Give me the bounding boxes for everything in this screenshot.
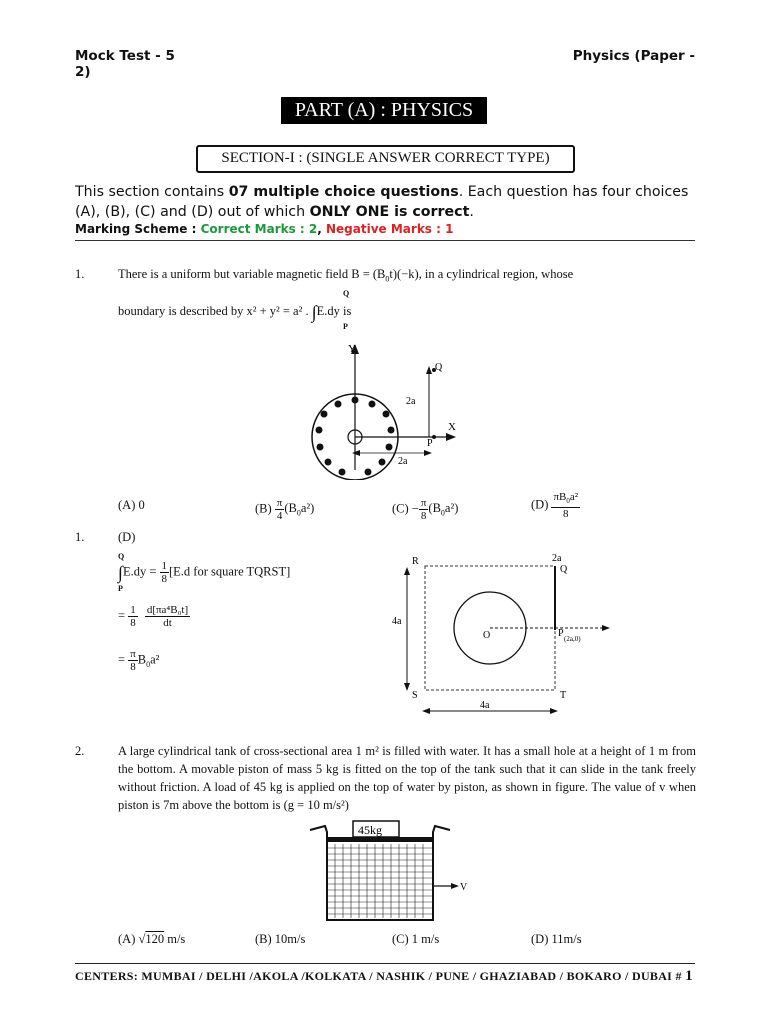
q1-fig-y: Y (348, 343, 356, 355)
q2-fig-v: V (460, 882, 468, 893)
q1-option-d[interactable]: (D) $\frac{\pi B_0a^2}{8}$ (531, 491, 579, 521)
q2-tank-figure (305, 818, 475, 926)
q1-fig-dim1: 2a (406, 396, 416, 407)
sol1-fig-s: S (412, 690, 418, 701)
header-right: Physics (Paper - (572, 48, 695, 64)
q1-option-a[interactable]: (A) 0 (118, 498, 145, 512)
q1-text-line2: boundary is described by x² + y² = a² . ∫E.dy is (118, 302, 352, 323)
sol1-fig-psub: (2a,0) (564, 635, 581, 643)
q1-integral-lower: P (343, 322, 348, 331)
q2-text: A large cylindrical tank of cross-sectional area 1 m² is filled with water. It has a small hole at a height of 1 m from the bottom. A movable piston of mass 5 kg is fitted on the top of the tank such that it can slide in the tank freely without friction. A load of 45 kg is applied on the top of water by piston, as shown in figure. The value of v when piston is 7m above the bottom is (g = 10 m/s²) (118, 744, 696, 812)
header-right-cont: 2) (75, 64, 91, 80)
marking-scheme: Marking Scheme : Correct Marks : 2, Negative Marks : 1 (75, 222, 454, 236)
sol1-line1: ∫E.dy = $\frac{1}{8}$ [E.d for square TQRST] (118, 560, 291, 585)
q1-fig-x: X (448, 421, 456, 433)
q1-number: 1. (75, 267, 85, 281)
sol1-number: 1. (75, 530, 85, 544)
sol1-figure (390, 548, 630, 718)
section-title: SECTION-I : (SINGLE ANSWER CORRECT TYPE) (196, 145, 575, 173)
q2-number: 2. (75, 744, 85, 758)
q1-text-line1: There is a uniform but variable magnetic field $B = (B_0t)(-k)$, in a cylindrical region, whose (118, 267, 574, 284)
q2-load-label: 45kg (358, 823, 382, 837)
q1-integral-upper: Q (343, 289, 350, 298)
section-intro: This section contains 07 multiple choice questions. Each question has four choices (A), (B), (C) and (D) out of which ONLY ONE is correct. (75, 184, 689, 220)
q2-option-b[interactable]: (B) 10m/s (255, 932, 306, 946)
divider (75, 240, 695, 241)
q1-fig-dim2: 2a (398, 456, 408, 467)
q2-option-d[interactable]: (D) 11m/s (531, 932, 582, 946)
q1-option-c[interactable]: (C) − $\frac{\pi}{8}$ $(B_0a^2)$ (392, 497, 459, 522)
q2-option-a[interactable]: (A) √120 m/s (118, 932, 186, 946)
q2-option-c[interactable]: (C) 1 m/s (392, 932, 440, 946)
sol1-line3: = $\frac{\pi}{8}$ $B_0a^2$ (118, 648, 160, 673)
sol1-fig-p: P (558, 628, 564, 639)
part-title: PART (A) : PHYSICS (281, 97, 487, 124)
sol1-fig-bottom4a: 4a (480, 700, 490, 711)
sol1-fig-o: O (483, 630, 491, 641)
header-left: Mock Test - 5 (75, 48, 175, 64)
sol1-fig-t: T (560, 690, 567, 701)
q1-option-b[interactable]: (B) $\frac{\pi}{4}$ $(B_0a^2)$ (255, 497, 315, 522)
sol1-fig-q: Q (560, 564, 568, 575)
sol1-line2: = $\frac{1}{8}$ $\frac{\text{d[πa⁴B₀t]}}{dt}$ (118, 604, 189, 629)
footer-centers: CENTERS: MUMBAI / DELHI /AKOLA /KOLKATA / NASHIK / PUNE / GHAZIABAD / BOKARO / DUBAI # 1 (75, 963, 695, 985)
sol1-fig-left4a: 4a (392, 616, 402, 627)
q1-fig-p: P (427, 438, 433, 449)
sol1-answer: (D) (118, 530, 136, 544)
page-number: 1 (685, 968, 693, 984)
q1-fig-q: Q (435, 362, 443, 373)
sol1-fig-r: R (412, 556, 419, 567)
q1-figure (290, 340, 480, 480)
sol1-fig-top2a: 2a (552, 553, 562, 564)
